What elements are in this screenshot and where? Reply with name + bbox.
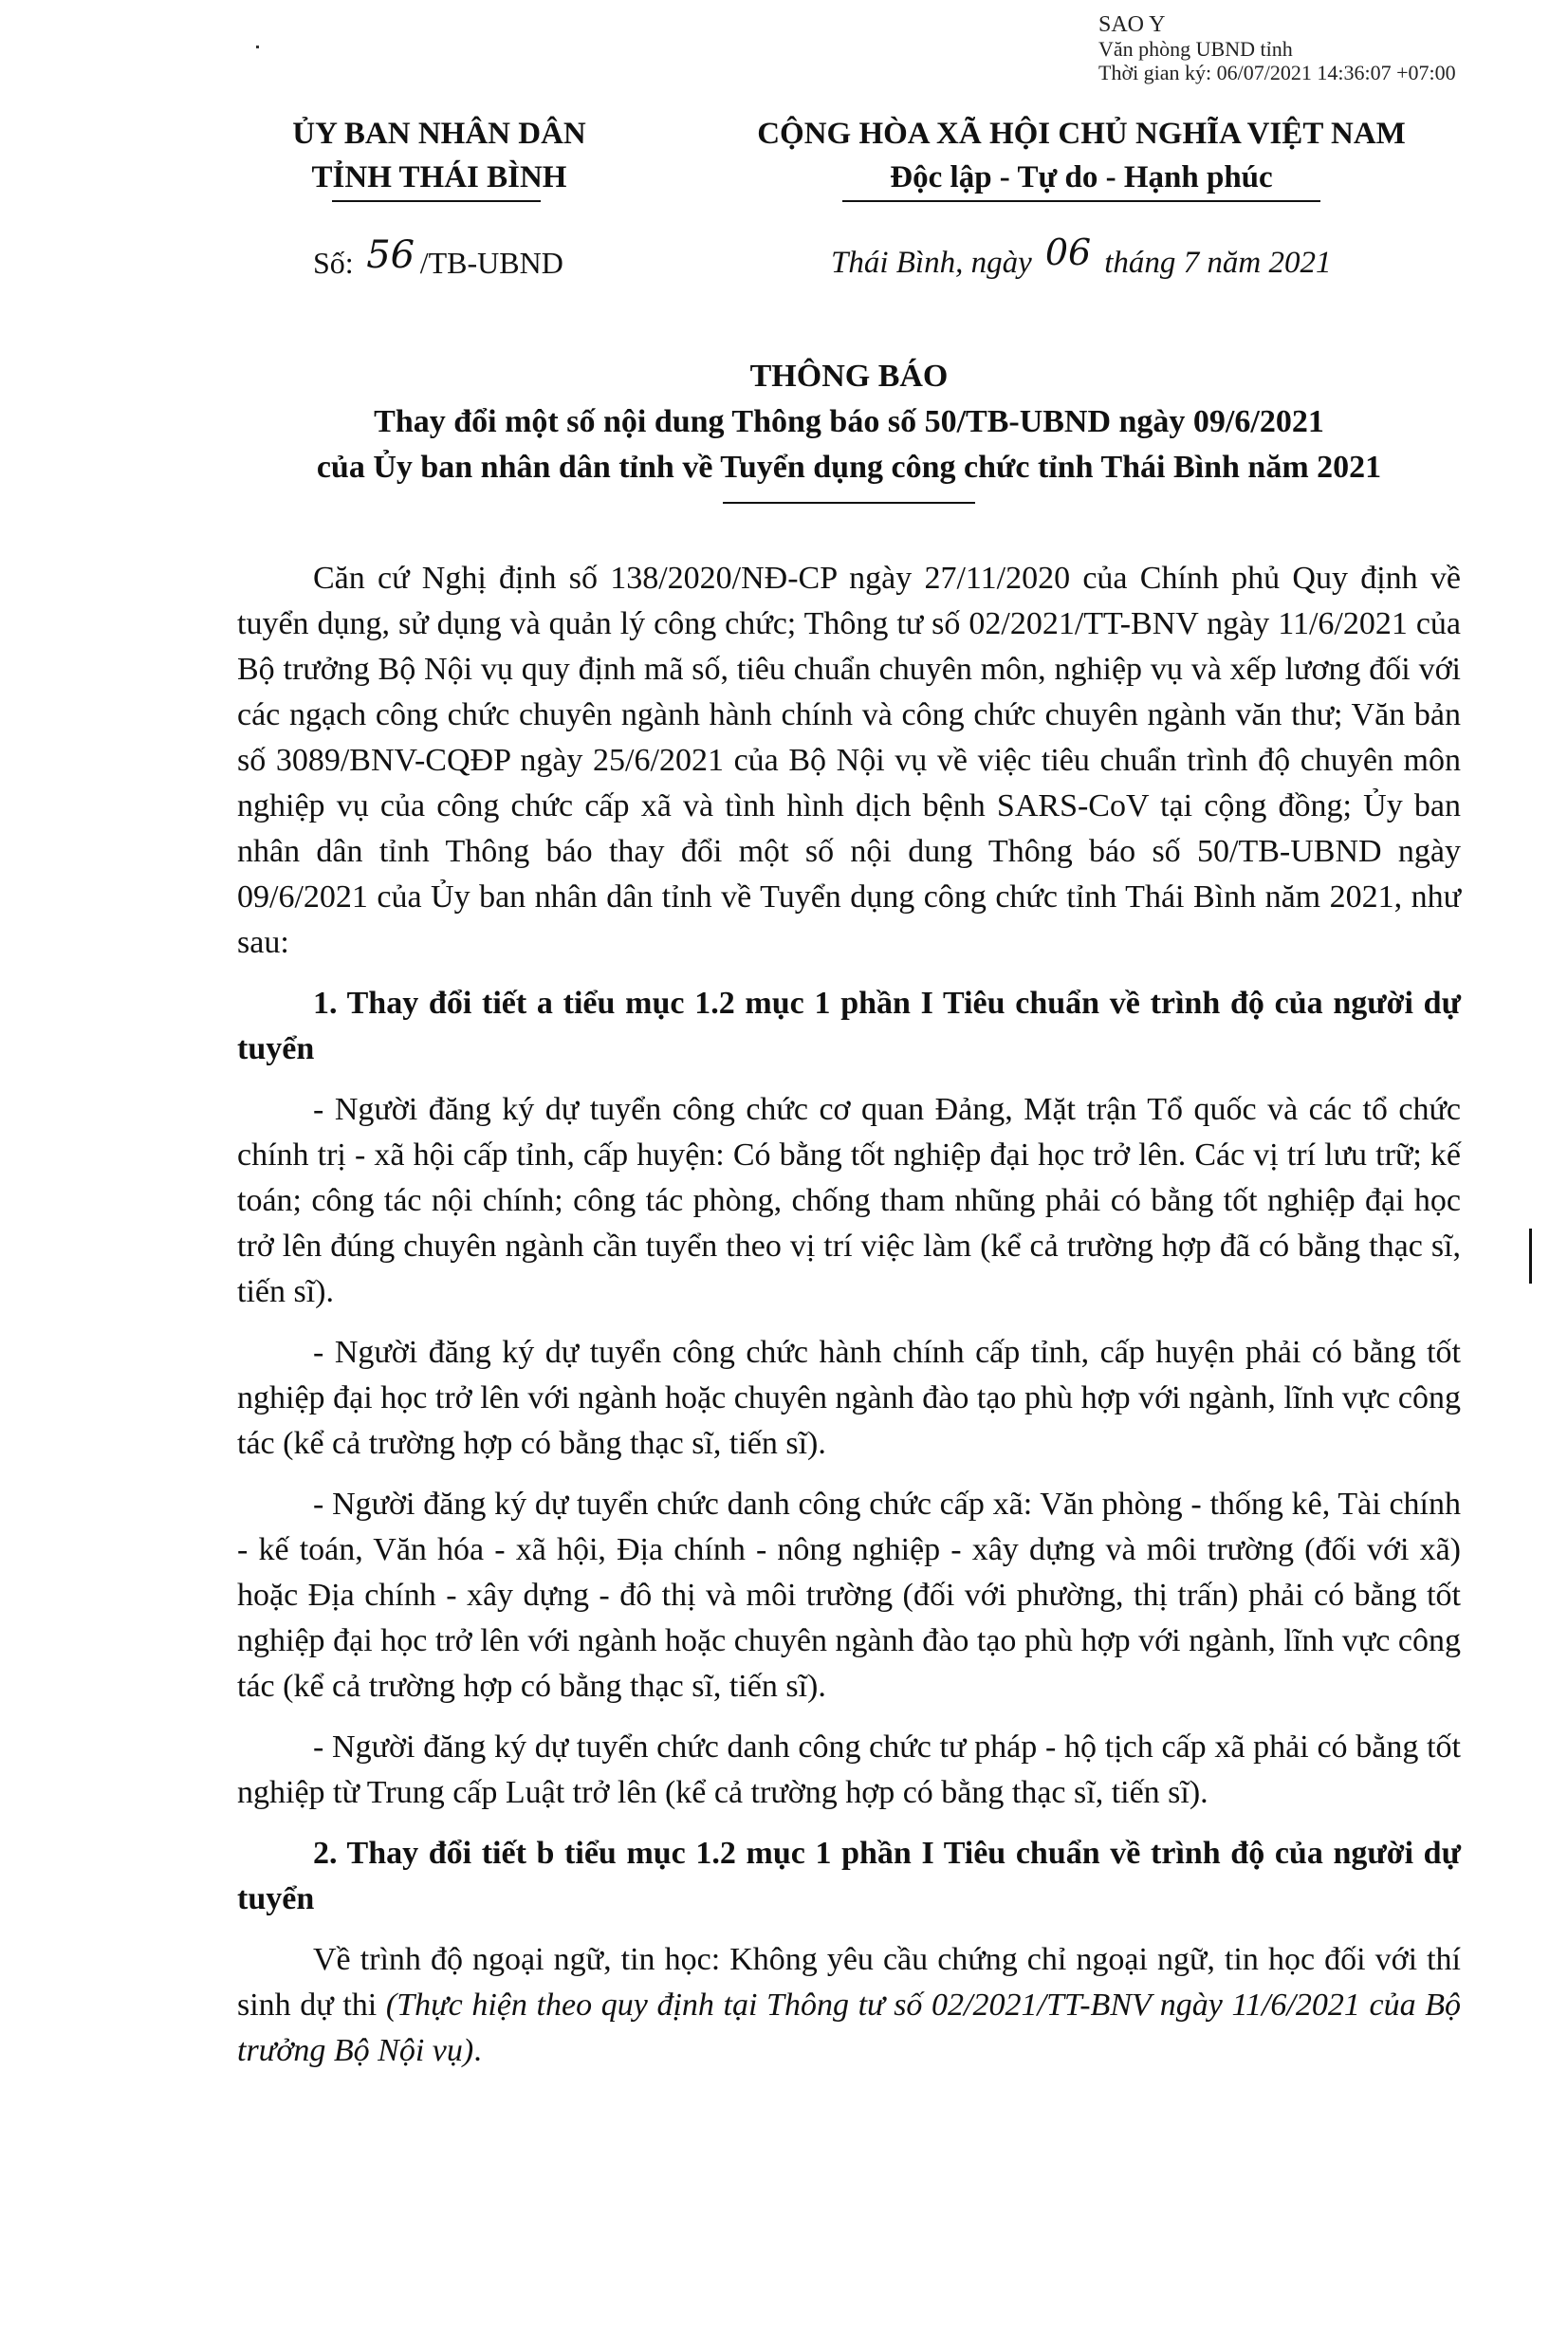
paragraph-item-1: - Người đăng ký dự tuyển công chức cơ quan Đảng, Mặt trận Tổ quốc và các tổ chức chính trị - xã hội cấp tỉnh, cấp huyện: Có bằng tốt nghiệp đại học trở lên. Các vị trí lưu trữ; kế toán; công tác nội chính; công tác phòng, chống tham nhũng phải có bằng tốt nghiệp đại học trở lên đúng chuyên ngành cần tuyển theo vị trí việc làm (kể cả trường hợp đã có bằng thạc sĩ, tiến sĩ). [237,1092,1461,1309]
date-suffix: tháng 7 năm 2021 [1104,246,1332,280]
so-number-handwritten: 56 [366,233,415,277]
paragraph-item-3: - Người đăng ký dự tuyển chức danh công chức cấp xã: Văn phòng - thống kê, Tài chính - kế toán, Văn hóa - xã hội, Địa chính - nông nghiệp - xây dựng và môi trường (đối với xã) hoặc Địa chính - xây dựng - đô thị và môi trường (đối với phường, thị trấn) phải có bằng tốt nghiệp đại học trở lên với ngành hoặc chuyên ngành đào tạo phù hợp với ngành, lĩnh vực công tác (kể cả trường hợp có bằng thạc sĩ, tiến sĩ). [237,1487,1461,1704]
section-heading-1: 1. Thay đổi tiết a tiểu mục 1.2 mục 1 phần I Tiêu chuẩn về trình độ của người dự tuyển [237,986,1461,1066]
copy-stamp [1098,13,1456,84]
document-title [237,354,1461,490]
agency-underline [332,200,541,202]
nation-line-1: CỘNG HÒA XÃ HỘI CHỦ NGHĨA VIỆT NAM [757,117,1406,151]
stamp-line-3: Thời gian ký: 06/07/2021 14:36:07 +07:00 [1098,61,1456,84]
scan-speck [256,46,259,48]
title-underline [723,502,975,504]
agency-line-2: TỈNH THÁI BÌNH [311,160,567,194]
margin-mark [1529,1229,1532,1284]
paragraph-item-2: - Người đăng ký dự tuyển công chức hành chính cấp tỉnh, cấp huyện phải có bằng tốt nghiệp đại học trở lên với ngành hoặc chuyên ngành đào tạo phù hợp với ngành, lĩnh vực công tác (kể cả trường hợp có bằng thạc sĩ, tiến sĩ). [237,1335,1461,1461]
date-day-handwritten: 06 [1044,231,1092,273]
so-suffix: /TB-UBND [419,246,563,280]
nation-motto: Độc lập - Tự do - Hạnh phúc [890,160,1273,194]
stamp-line-1: SAO Y [1098,12,1166,37]
intro-paragraph: Căn cứ Nghị định số 138/2020/NĐ-CP ngày 27/11/2020 của Chính phủ Quy định về tuyển dụng, sử dụng và quản lý công chức; Thông tư số 02/2021/TT-BNV ngày 11/6/2021 của Bộ trưởng Bộ Nội vụ quy định mã số, tiêu chuẩn chuyên môn, nghiệp vụ và xếp lương đối với các ngạch công chức chuyên ngành hành chính và công chức chuyên ngành văn thư; Văn bản số 3089/BNV-CQĐP ngày 25/6/2021 của Bộ Nội vụ về việc tiêu chuẩn trình độ chuyên môn nghiệp vụ của công chức cấp xã và tình hình dịch bệnh SARS-CoV tại cộng đồng; Ủy ban nhân dân tỉnh Thông báo thay đổi một số nội dung Thông báo số 50/TB-UBND ngày 09/6/2021 của Ủy ban nhân dân tỉnh về Tuyển dụng công chức tỉnh Thái Bình năm 2021, như sau: [237,561,1461,960]
title-line-1: THÔNG BÁO [749,359,949,394]
item5-end: . [473,2033,482,2068]
paragraph-item-4: - Người đăng ký dự tuyển chức danh công chức tư pháp - hộ tịch cấp xã phải có bằng tốt nghiệp từ Trung cấp Luật trở lên (kể cả trường hợp có bằng thạc sĩ, tiến sĩ). [237,1729,1461,1810]
stamp-line-2: Văn phòng UBND tỉnh [1098,37,1293,61]
agency-line-1: ỦY BAN NHÂN DÂN [292,117,586,151]
item5-italic-note: (Thực hiện theo quy định tại Thông tư số 02/2021/TT-BNV ngày 11/6/2021 của Bộ trưởng Bộ Nội vụ) [237,1988,1461,2068]
national-header [702,112,1461,199]
so-label: Số: [313,246,354,280]
motto-underline [842,200,1320,202]
title-line-2: Thay đổi một số nội dung Thông báo số 50/TB-UBND ngày 09/6/2021 [374,404,1324,439]
document-date [831,231,1332,281]
item5-text: Về trình độ ngoại ngữ, tin học: Không yêu cầu chứng chỉ ngoại ngữ, tin học đối với thí sinh dự thi [237,1942,1461,2023]
document-body [237,556,1461,2089]
paragraph-item-5 [237,1937,1461,2074]
agency-header [254,112,624,199]
title-line-3: của Ủy ban nhân dân tỉnh về Tuyển dụng công chức tỉnh Thái Bình năm 2021 [316,450,1382,485]
section-heading-2: 2. Thay đổi tiết b tiểu mục 1.2 mục 1 phần I Tiêu chuẩn về trình độ của người dự tuyển [237,1836,1461,1916]
document-number [313,233,563,283]
date-prefix: Thái Bình, ngày [831,246,1032,280]
